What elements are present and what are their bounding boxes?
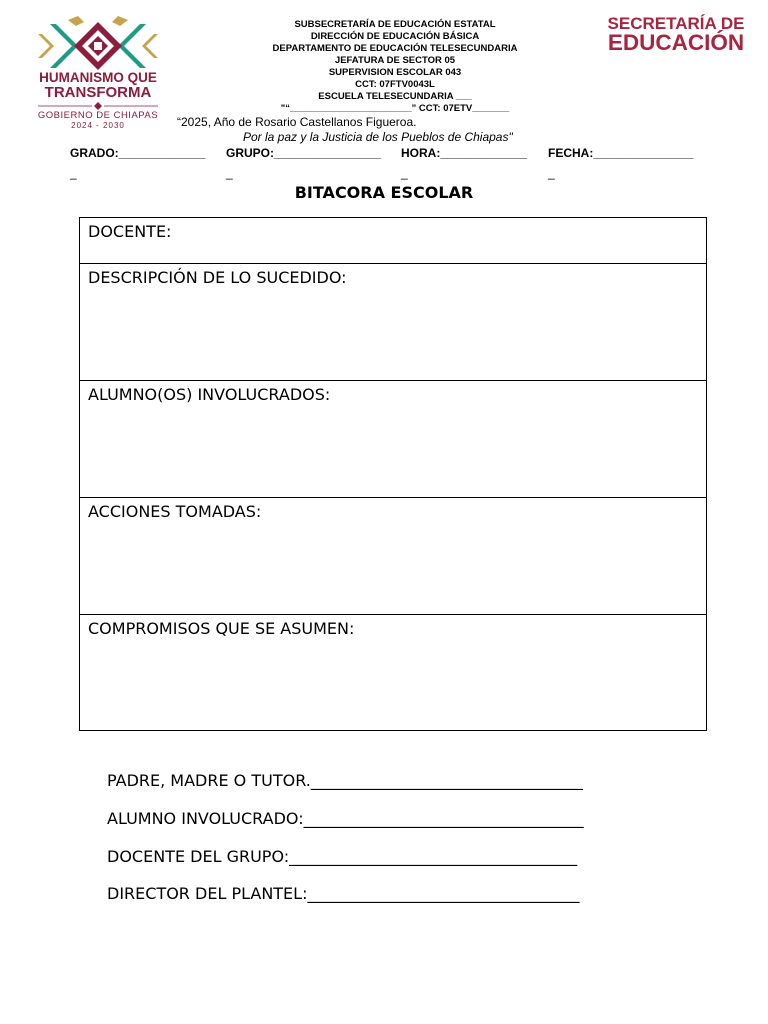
institution-header (220, 19, 570, 115)
alumno-signature-line[interactable]: ALUMNO INVOLUCRADO:___________________________________ (107, 809, 584, 828)
secretaria-educacion-logo (596, 14, 756, 58)
logo-line-4: 2024 - 2030 (71, 121, 125, 130)
diamond-icon (28, 102, 168, 110)
document-title: BITACORA ESCOLAR (294, 183, 474, 202)
gobierno-chiapas-logo (28, 14, 168, 134)
docente-label: DOCENTE: (88, 222, 172, 241)
grado-field[interactable]: GRADO:_____________ (70, 146, 206, 160)
acciones-label: ACCIONES TOMADAS: (88, 502, 262, 521)
alumnos-row[interactable] (80, 380, 706, 497)
header-line: SUPERVISION ESCOLAR 043 (328, 67, 462, 78)
header-line: DIRECCIÓN DE EDUCACIÓN BÁSICA (310, 31, 480, 42)
log-table (79, 217, 707, 731)
compromisos-row[interactable] (80, 614, 706, 730)
acciones-row[interactable] (80, 497, 706, 614)
docente-signature-line[interactable]: DOCENTE DEL GRUPO:____________________________________ (107, 847, 578, 866)
motto-line-2: Por la paz y la Justicia de los Pueblos de Chiapas" (243, 130, 513, 144)
motto-line-1: “2025, Año de Rosario Castellanos Figueroa. (177, 115, 417, 129)
header-line: DEPARTAMENTO DE EDUCACIÓN TELESECUNDARIA (272, 43, 518, 54)
logo-right-line-1: SECRETARÍA DE (607, 14, 745, 33)
compromisos-label: COMPROMISOS QUE SE ASUMEN: (88, 619, 355, 638)
logo-line-2: TRANSFORMA (44, 84, 152, 101)
header-line: JEFATURA DE SECTOR 05 (334, 55, 456, 66)
fecha-field-continuation: _ (548, 166, 555, 180)
header-line: "“_______________________” CCT: 07ETV_______ (280, 103, 510, 114)
fecha-field[interactable]: FECHA:_______________ (548, 146, 694, 160)
grupo-field[interactable]: GRUPO:________________ (226, 146, 381, 160)
logo-right-line-2: EDUCACIÓN (607, 30, 745, 55)
header-line: ESCUELA TELESECUNDARIA ___ (318, 91, 472, 102)
padre-signature-line[interactable]: PADRE, MADRE O TUTOR.__________________________________ (107, 771, 583, 790)
hora-field-continuation: _ (401, 166, 408, 180)
logo-line-3: GOBIERNO DE CHIAPAS (37, 110, 159, 121)
director-signature-line[interactable]: DIRECTOR DEL PLANTEL:__________________________________ (107, 884, 580, 903)
hora-field[interactable]: HORA:_____________ (401, 146, 528, 160)
grupo-field-continuation: _ (226, 166, 233, 180)
header-line: CCT: 07FTV0043L (355, 79, 435, 90)
alumnos-label: ALUMNO(OS) INVOLUCRADOS: (88, 385, 331, 404)
logo-line-1: HUMANISMO QUE (39, 70, 157, 85)
descripcion-label: DESCRIPCIÓN DE LO SUCEDIDO: (88, 268, 347, 287)
docente-row[interactable] (80, 218, 706, 263)
grado-field-continuation: _ (70, 166, 77, 180)
descripcion-row[interactable] (80, 263, 706, 380)
header-line: SUBSECRETARÍA DE EDUCACIÓN ESTATAL (294, 19, 496, 30)
